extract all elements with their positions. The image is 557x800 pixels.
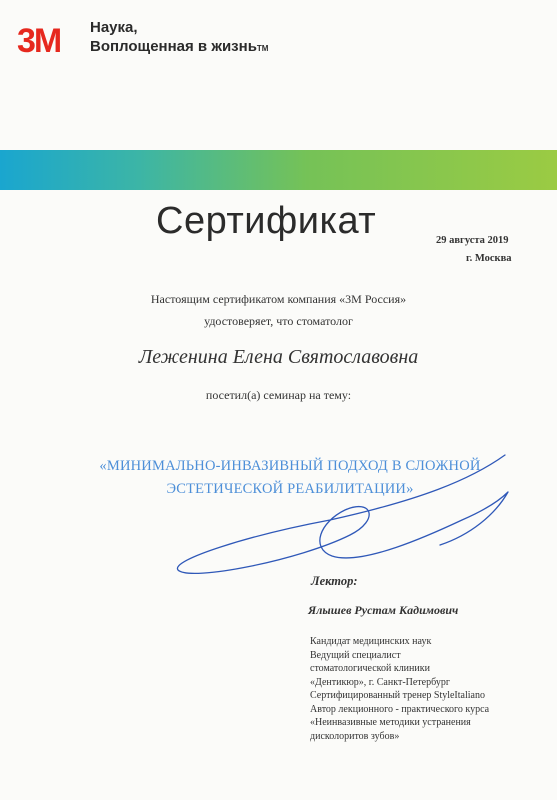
topic-line-1: «МИНИМАЛЬНО-ИНВАЗИВНЫЙ ПОДХОД В СЛОЖНОЙ — [99, 458, 481, 474]
trademark-mark: TM — [256, 44, 269, 53]
3m-logo: 3M — [17, 22, 61, 60]
credential-line: Автор лекционного - практического курса — [310, 703, 490, 715]
issue-date: 29 августа 2019 — [436, 235, 509, 246]
recipient-name: Леженина Елена Святославовна — [138, 346, 419, 368]
lecturer-heading: Лектор: — [311, 574, 358, 588]
credential-line: «Неинвазивные методики устранения — [310, 717, 471, 728]
certificate-title: Сертификат — [156, 200, 377, 242]
credential-line: «Дентикюр», г. Санкт-Петербург — [310, 676, 450, 688]
credential-line: Сертифицированный тренер StyleItaliano — [310, 690, 485, 701]
intro-line-1: Настоящим сертификатом компания «3М Россия» — [150, 292, 407, 306]
tagline-line-1: Наука, — [90, 19, 138, 36]
seminar-line: посетил(а) семинар на тему: — [205, 388, 352, 402]
lecturer-credentials — [310, 635, 489, 743]
credential-line: Ведущий специалист — [310, 649, 401, 661]
credential-line: Кандидат медицинских наук — [310, 636, 432, 647]
intro-line-2: удостоверяет, что стоматолог — [204, 314, 353, 328]
tagline-text: Воплощенная в жизнь — [90, 38, 257, 55]
topic-line-2: ЭСТЕТИЧЕСКОЙ РЕАБИЛИТАЦИИ» — [166, 481, 414, 497]
credential-line: стоматологической клиники — [310, 663, 430, 674]
lecturer-name: Ялышев Рустам Кадимович — [308, 603, 459, 617]
issue-city: г. Москва — [466, 253, 512, 264]
credential-line: дисколоритов зубов» — [310, 730, 400, 742]
